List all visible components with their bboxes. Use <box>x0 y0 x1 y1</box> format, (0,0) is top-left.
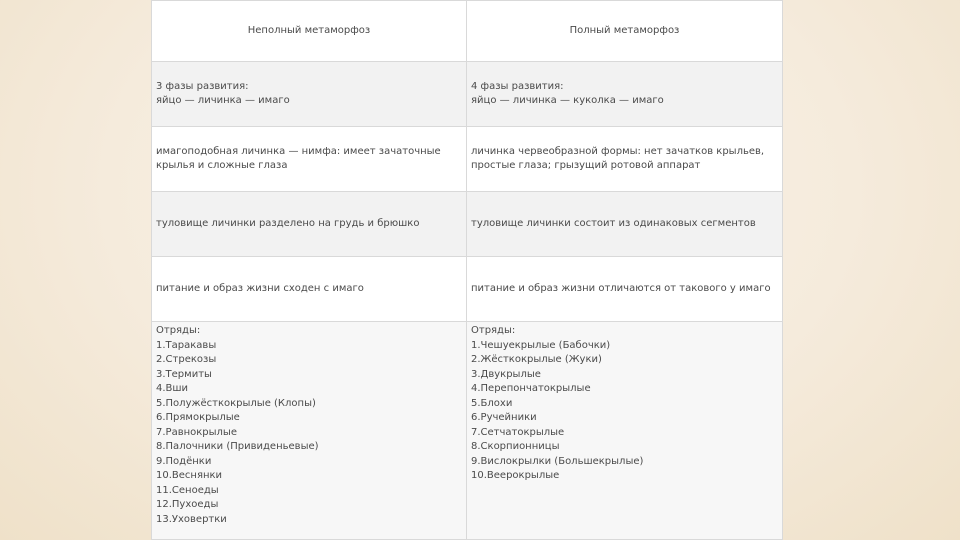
cell-text: 4 фазы развития: яйцо — личинка — куколка — имаго <box>471 80 664 106</box>
cell-text: 3 фазы развития: яйцо — личинка — имаго <box>156 80 290 106</box>
list-item: 3.Двукрылые <box>471 368 541 380</box>
list-item: 2.Стрекозы <box>156 354 217 365</box>
list-item: 3.Термиты <box>156 368 212 380</box>
cell-text: питание и образ жизни сходен с имаго <box>156 282 364 294</box>
list-item: 6.Прямокрылые <box>156 412 240 423</box>
cell-text: туловище личинки состоит из одинаковых сегментов <box>471 217 756 229</box>
list-item: 7.Сетчатокрылые <box>471 426 565 438</box>
list-item: 8.Скорпионницы <box>471 441 560 452</box>
orders-title: Отряды: <box>156 325 201 336</box>
list-item: 4.Вши <box>156 383 189 394</box>
table-row <box>152 257 783 322</box>
cell-text: туловище личинки разделено на грудь и брюшко <box>156 217 420 229</box>
table-row <box>152 192 783 257</box>
table-cell <box>152 257 467 322</box>
table-cell <box>152 192 467 257</box>
orders-title: Отряды: <box>471 325 516 336</box>
metamorphosis-comparison-table <box>151 0 783 540</box>
list-item: 1.Таракавы <box>156 339 217 351</box>
list-item: 7.Равнокрылые <box>156 426 237 438</box>
table-header-row <box>152 1 783 62</box>
list-item: 10.Веснянки <box>156 470 223 481</box>
table-row <box>152 127 783 192</box>
list-item: 4.Перепончатокрылые <box>471 383 591 394</box>
list-item: 12.Пухоеды <box>156 499 219 510</box>
orders-cell-incomplete <box>152 322 467 540</box>
table-cell <box>152 127 467 192</box>
list-item: 5.Полужёсткокрылые (Клопы) <box>156 397 316 409</box>
header-incomplete-label: Неполный метаморфоз <box>247 24 371 36</box>
cell-text: имагоподобная личинка — нимфа: имеет зачаточные крылья и сложные глаза <box>156 145 441 171</box>
header-incomplete-metamorphosis <box>152 1 467 62</box>
list-item: 2.Жёсткокрылые (Жуки) <box>471 354 602 365</box>
header-complete-metamorphosis <box>467 1 783 62</box>
orders-row <box>152 322 783 540</box>
table-cell <box>467 257 783 322</box>
cell-text: питание и образ жизни отличаются от такового у имаго <box>471 282 771 294</box>
table-cell <box>467 62 783 127</box>
table-cell <box>467 127 783 192</box>
list-item: 11.Сеноеды <box>156 484 219 496</box>
orders-list-incomplete <box>156 339 462 528</box>
list-item: 8.Палочники (Привиденьевые) <box>156 441 319 452</box>
list-item: 1.Чешуекрылые (Бабочки) <box>471 339 611 351</box>
list-item: 10.Веерокрылые <box>471 470 560 481</box>
list-item: 9.Подёнки <box>156 455 212 467</box>
list-item: 9.Вислокрылки (Большекрылые) <box>471 455 644 467</box>
table-cell <box>152 62 467 127</box>
list-item: 5.Блохи <box>471 397 513 409</box>
orders-cell-complete <box>467 322 783 540</box>
list-item: 13.Уховертки <box>156 513 227 525</box>
table-cell <box>467 192 783 257</box>
header-complete-label: Полный метаморфоз <box>569 24 680 36</box>
cell-text: личинка червеобразной формы: нет зачатков крыльев, простые глаза; грызущий ротовой аппарат <box>471 145 765 171</box>
table-row <box>152 62 783 127</box>
list-item: 6.Ручейники <box>471 412 537 423</box>
orders-list-complete <box>471 339 778 484</box>
